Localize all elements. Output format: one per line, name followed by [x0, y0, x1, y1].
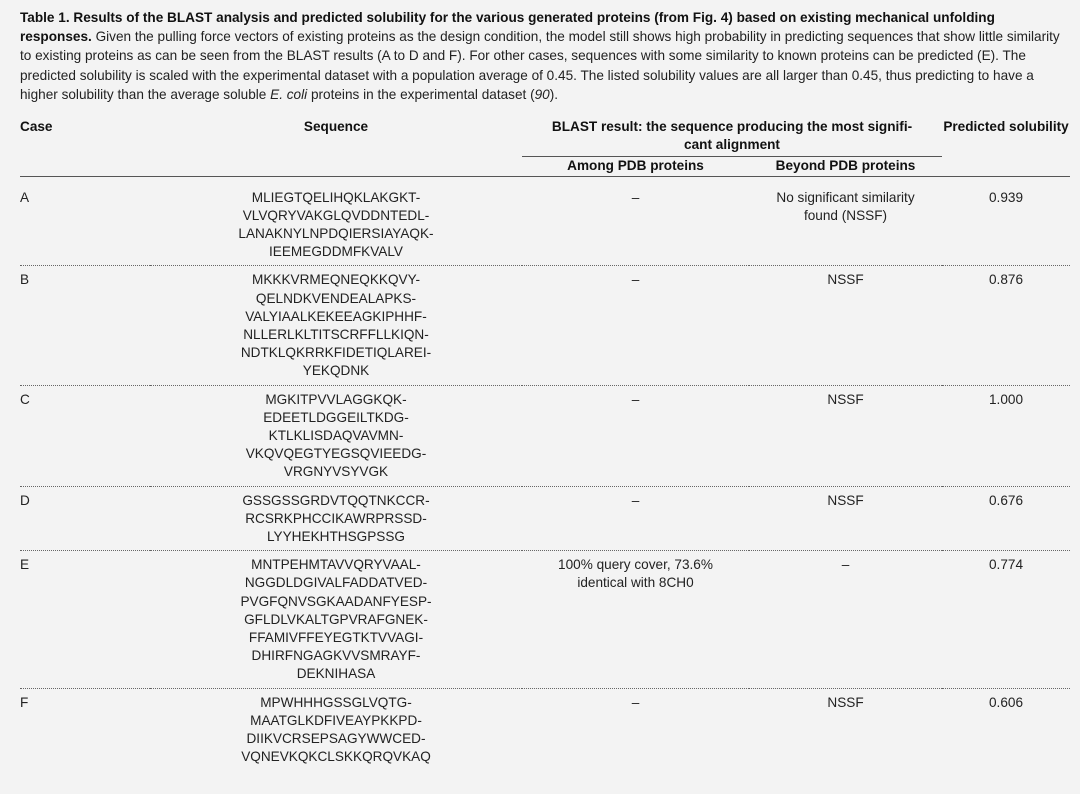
- sequence-cell-line: LYYHEKHTHSGPSSG: [267, 529, 405, 545]
- beyond-pdb-cell: [749, 688, 942, 770]
- caption-text-2: proteins in the experimental dataset (: [307, 86, 535, 102]
- sequence-cell-line: MAATGLKDFIVEAYPKKPD-: [250, 712, 422, 728]
- sequence-cell-line: MLIEGTQELIHQKLAKGKT-: [251, 189, 421, 205]
- case-cell: D: [20, 486, 150, 551]
- case-cell: B: [20, 266, 150, 385]
- table-row: [20, 176, 1070, 266]
- table-row: [20, 486, 1070, 551]
- sequence-cell-line: MNTPEHMTAVVQRYVAAL-: [251, 557, 421, 573]
- sequence-cell-line: VRGNYVSYVGK: [283, 464, 389, 480]
- header-blank-1: [20, 157, 150, 176]
- caption-ref: 90: [534, 86, 550, 102]
- caption-species: E. coli: [270, 86, 308, 102]
- beyond-pdb-cell: [749, 385, 942, 486]
- sequence-cell-line: RCSRKPHCCIKAWRPRSSD-: [245, 510, 427, 526]
- header-blank-3: [942, 157, 1070, 176]
- beyond-pdb-cell: [749, 551, 942, 688]
- sequence-cell-line: PVGFQNVSGKAADANFYESP-: [240, 593, 432, 609]
- among-pdb-cell: [522, 688, 749, 770]
- caption-text: Given the pulling force vectors of existing proteins as the design condition, the model still shows high probability in predicting sequences that show little similarity to existing proteins as can be seen from the BLAST results (A to D and F). For other cases, sequences with some similarity to known proteins can be predicted (E). The predicted solubility is scaled with the experimental dataset with a population average of 0.45. The listed solubility values are all larger than 0.45, thus predicting to have a higher solubility than the average soluble: [20, 29, 1060, 102]
- sequence-cell-line: DHIRFNGAGKVVSMRAYF-: [251, 648, 421, 664]
- sequence-cell-line: NDTKLQKRRKFIDETIQLAREI-: [240, 345, 432, 361]
- among-pdb-cell: [522, 266, 749, 385]
- sequence-cell-line: KTLKLISDAQVAVMN-: [268, 428, 404, 444]
- beyond-pdb-cell-line: NSSF: [827, 492, 864, 508]
- header-sequence: Sequence: [303, 119, 369, 134]
- among-pdb-cell-line: identical with 8CH0: [577, 575, 694, 591]
- case-cell: E: [20, 551, 150, 688]
- solubility-cell: 0.606: [942, 688, 1070, 770]
- beyond-pdb-cell: [749, 176, 942, 266]
- header-blast: [522, 118, 942, 157]
- beyond-pdb-cell-line: –: [841, 557, 850, 573]
- sequence-cell-line: VKQVQEGTYEGSQVIEEDG-: [245, 446, 427, 462]
- among-pdb-cell-line: 100% query cover, 73.6%: [558, 557, 713, 573]
- caption-label: Table 1.: [20, 10, 70, 25]
- sequence-cell: [150, 486, 522, 551]
- sequence-cell-line: IEEMEGDDMFKVALV: [269, 244, 403, 260]
- sequence-cell: [150, 176, 522, 266]
- header-solubility: Predicted solubility: [943, 119, 1069, 134]
- table-row: [20, 385, 1070, 486]
- beyond-pdb-cell-line: NSSF: [827, 694, 864, 710]
- table-row: [20, 551, 1070, 688]
- among-pdb-cell-line: –: [631, 189, 640, 205]
- sequence-cell-line: GFLDLVKALTGPVRAFGNEK-: [244, 611, 428, 627]
- header-among-pdb: Among PDB proteins: [522, 157, 749, 176]
- case-cell: A: [20, 189, 30, 205]
- among-pdb-cell-line: –: [631, 272, 640, 288]
- header-blank-2: [150, 157, 522, 176]
- solubility-cell: 1.000: [942, 385, 1070, 486]
- sequence-cell-line: YEKQDNK: [302, 363, 370, 379]
- sequence-cell: [150, 266, 522, 385]
- solubility-cell: 0.676: [942, 486, 1070, 551]
- table-row: [20, 688, 1070, 770]
- header-case: Case: [20, 119, 53, 134]
- caption-text-3: ).: [549, 86, 559, 102]
- solubility-cell: 0.939: [989, 189, 1024, 205]
- solubility-cell: 0.774: [942, 551, 1070, 688]
- sequence-cell-line: VALYIAALKEKEEAGKIPHHF-: [245, 308, 427, 324]
- among-pdb-cell-line: –: [631, 492, 640, 508]
- beyond-pdb-cell-line: NSSF: [827, 391, 864, 407]
- sequence-cell: [150, 551, 522, 688]
- case-cell: C: [20, 385, 150, 486]
- among-pdb-cell: [522, 551, 749, 688]
- header-beyond-pdb: Beyond PDB proteins: [749, 157, 942, 176]
- sequence-cell-line: MGKITPVVLAGGKQK-: [265, 391, 407, 407]
- sequence-cell-line: DEKNIHASA: [296, 666, 376, 682]
- sequence-cell-line: VLVQRYVAKGLQVDDNTEDL-: [242, 207, 430, 223]
- beyond-pdb-cell-line: found (NSSF): [803, 207, 888, 223]
- among-pdb-cell-line: –: [631, 391, 640, 407]
- beyond-pdb-cell: [749, 486, 942, 551]
- caption-title: Results of the BLAST analysis and predicted solubility for the various generated proteins (from Fig. 4) based on existing mechanical unfolding responses.: [20, 10, 995, 45]
- table-caption: [20, 8, 1068, 104]
- table-body: [20, 176, 1070, 770]
- sequence-cell-line: NLLERLKLTITSCRFFLLKIQN-: [243, 327, 429, 343]
- beyond-pdb-cell-line: No significant similarity: [776, 189, 915, 205]
- beyond-pdb-cell: [749, 266, 942, 385]
- among-pdb-cell: [522, 385, 749, 486]
- sequence-cell: [150, 688, 522, 770]
- sequence-cell-line: GSSGSSGRDVTQQTNKCCR-: [242, 492, 430, 508]
- sequence-cell-line: EDEETLDGGEILTKDG-: [263, 409, 409, 425]
- sequence-cell: [150, 385, 522, 486]
- case-cell: F: [20, 688, 150, 770]
- header-blast-text: BLAST result: the sequence producing the most signifi- cant alignment: [551, 119, 913, 153]
- sequence-cell-line: NGGDLDGIVALFADDATVED-: [244, 575, 428, 591]
- sequence-cell-line: VQNEVKQKCLSKKQRQVKAQ: [241, 749, 431, 765]
- among-pdb-cell-line: –: [631, 694, 640, 710]
- sequence-cell-line: FFAMIVFFEYEGTKTVVAGI-: [248, 630, 424, 646]
- among-pdb-cell: [522, 486, 749, 551]
- sequence-cell-line: QELNDKVENDEALAPKS-: [255, 290, 417, 306]
- table-row: [20, 266, 1070, 385]
- sequence-cell-line: MPWHHHGSSGLVQTG-: [260, 694, 412, 710]
- results-table: [20, 118, 1070, 771]
- sequence-cell-line: MKKKVRMEQNEQKKQVY-: [252, 272, 420, 288]
- among-pdb-cell: [522, 176, 749, 266]
- sequence-cell-line: DIIKVCRSEPSAGYWWCED-: [246, 731, 426, 747]
- solubility-cell: 0.876: [942, 266, 1070, 385]
- sequence-cell-line: LANAKNYLNPDQIERSIAYAQK-: [238, 226, 434, 242]
- beyond-pdb-cell-line: NSSF: [827, 272, 864, 288]
